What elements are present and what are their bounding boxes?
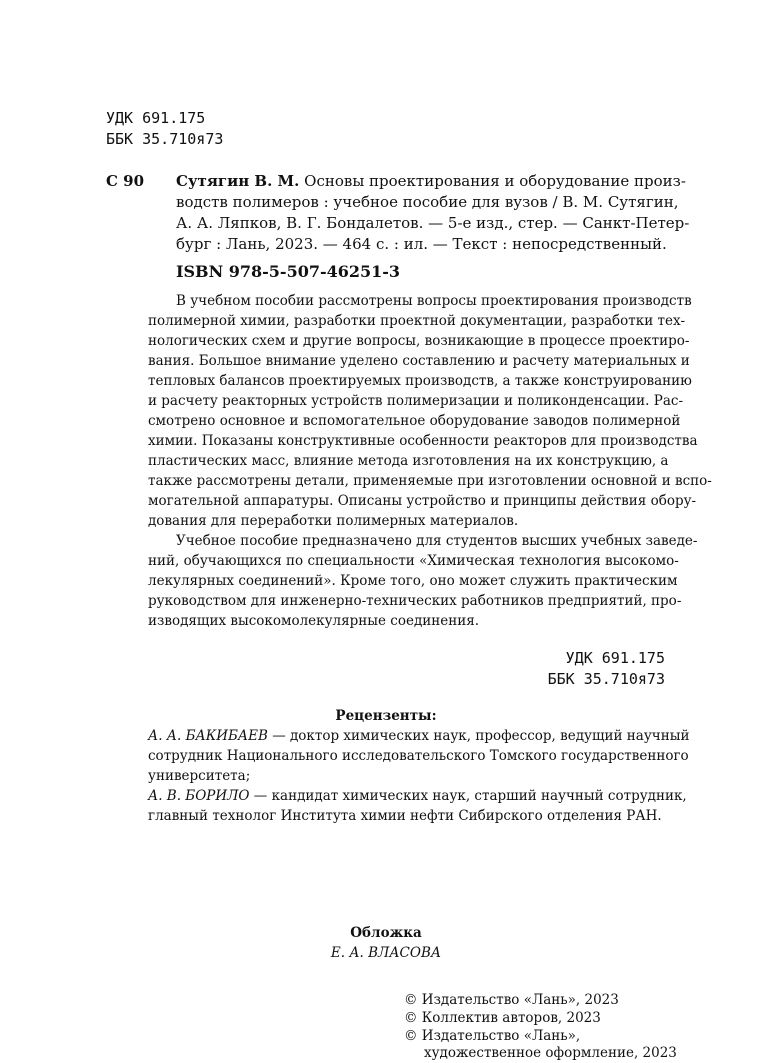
reviewer-1-desc: — доктор химических наук, профессор, ведущий научный — [267, 728, 690, 744]
author-name: Сутягин В. М. — [176, 172, 300, 190]
copyright-line: © Издательство «Лань», 2023 — [404, 992, 619, 1008]
bib-line-1 — [176, 171, 686, 191]
abstract-line: лекулярных соединений». Кроме того, оно может служить практическим — [148, 573, 678, 589]
abstract-line: ний, обучающихся по специальности «Химическая технология высокомо- — [148, 553, 679, 569]
abstract-line: нологических схем и другие вопросы, возникающие в процессе проектиро- — [148, 333, 690, 349]
abstract-line: и расчету реакторных устройств полимеризации и поликонденсации. Рас- — [148, 393, 684, 409]
abstract-line: смотрено основное и вспомогательное оборудование заводов полимерной — [148, 413, 681, 429]
abstract-line: изводящих высокомолекулярные соединения. — [148, 613, 480, 629]
reviewers-heading: Рецензенты: — [335, 708, 437, 724]
bib-line-4: бург : Лань, 2023. — 464 с. : ил. — Текст : непосредственный. — [176, 235, 667, 253]
abstract-line: тепловых балансов проектируемых производств, а также конструированию — [148, 373, 692, 389]
udk-code-footer: УДК 691.175 — [565, 649, 665, 667]
cover-heading: Обложка — [350, 925, 422, 941]
bib-title-start: Основы проектирования и оборудование произ- — [304, 172, 686, 190]
abstract-line: руководством для инженерно-технических работников предприятий, про- — [148, 593, 682, 609]
copyright-line: © Коллектив авторов, 2023 — [404, 1010, 601, 1026]
abstract-line: пластических масс, влияние метода изготовления на их конструкцию, а — [148, 453, 669, 469]
bbk-code: ББК 35.710я73 — [106, 130, 224, 148]
abstract-line: Учебное пособие предназначено для студентов высших учебных заведе- — [176, 533, 698, 549]
reviewer-1-line-2: сотрудник Национального исследовательского Томского государственного — [148, 748, 689, 764]
abstract-line: также рассмотрены детали, применяемые при изготовлении основной и вспо- — [148, 473, 712, 489]
reviewer-2-desc: — кандидат химических наук, старший научный сотрудник, — [249, 788, 687, 804]
reviewer-2-line-2: главный технолог Института химии нефти Сибирского отделения РАН. — [148, 808, 662, 824]
abstract-line: химии. Показаны конструктивные особенности реакторов для производства — [148, 433, 698, 449]
cover-designer: Е. А. ВЛАСОВА — [330, 945, 442, 961]
reviewer-2-name: А. В. БОРИЛО — [148, 788, 250, 804]
abstract-line: В учебном пособии рассмотрены вопросы проектирования производств — [176, 293, 692, 309]
bbk-code-footer: ББК 35.710я73 — [547, 670, 665, 688]
bib-line-3: А. А. Ляпков, В. Г. Бондалетов. — 5-е изд., стер. — Санкт-Петер- — [176, 214, 690, 232]
copyright-line: © Издательство «Лань», — [404, 1028, 581, 1044]
reviewer-1-name: А. А. БАКИБАЕВ — [148, 728, 268, 744]
reviewer-1-line-3: университета; — [148, 768, 251, 784]
abstract-line: могательной аппаратуры. Описаны устройство и принципы действия обору- — [148, 493, 697, 509]
copyright-line: художественное оформление, 2023 — [424, 1045, 677, 1061]
bib-line-2: водств полимеров : учебное пособие для вузов / В. М. Сутягин, — [176, 193, 679, 211]
reviewer-2-line-1 — [148, 786, 687, 806]
abstract-line: дования для переработки полимерных материалов. — [148, 513, 519, 529]
udk-code: УДК 691.175 — [106, 109, 206, 127]
author-sign: С 90 — [106, 172, 145, 190]
abstract-line: полимерной химии, разработки проектной документации, разработки тех- — [148, 313, 686, 329]
isbn: ISBN 978-5-507-46251-3 — [176, 262, 401, 281]
abstract-line: вания. Большое внимание уделено составлению и расчету материальных и — [148, 353, 690, 369]
reviewer-1-line-1 — [148, 726, 689, 746]
